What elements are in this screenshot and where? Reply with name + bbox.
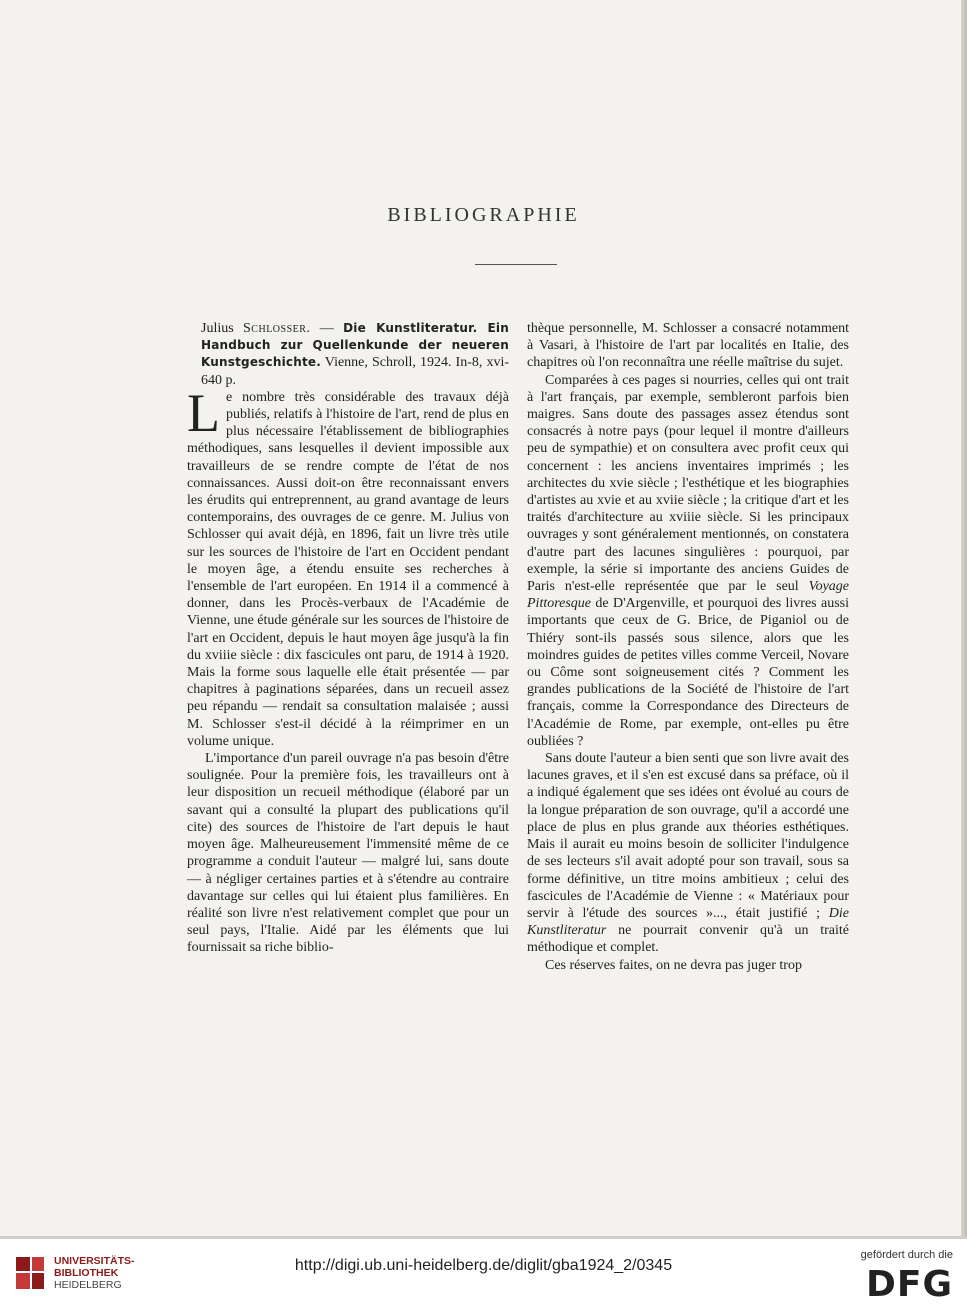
author-prefix: Julius [201, 321, 244, 336]
paragraph-text: ne pourrait convenir qu'à un traité méthodique et complet. [527, 923, 849, 956]
paragraph: thèque personnelle, M. Schlosser a consacré notamment à Vasari, à l'histoire de l'art par localités en Italie, des chapitres où l'on reconnaîtra une réelle maîtrise du sujet. [527, 321, 849, 371]
italic-title: Die Kunstliteratur [527, 905, 849, 939]
italic-title: Voyage Pittoresque [527, 579, 849, 612]
entry-dash: — [310, 321, 344, 336]
page-title: BIBLIOGRAPHIE [387, 204, 580, 226]
footer-bar [0, 1239, 967, 1309]
book-imprint: Vienne, Schroll, 1924. In-8, xvi-640 p. [201, 355, 509, 388]
paragraph-text: e nombre très considérable des travaux déjà publiés, relatifs à l'histoire de l'art, rend de plus en plus nécessaire l'établissement de bibliographies méthodiques, sans lesquelles il devient impossible aux travailleurs de se rendre compte de l'état de nos connaissances. Aussi doit-on être reconnaissant envers les érudits qui entreprennent, au grand avantage de leurs contemporains, des ouvrages de ce genre. M. Julius von Schlosser qui avait déjà, en 1896, fait un livre très utile sur les sources de l'histoire de l'art en Occident pendant le moyen âge, a étendu ensuite ses recherches à l'ensemble de l'art européen. En 1914 il a commencé à donner, dans les Procès-verbaux de l'Académie de Vienne, une étude générale sur les sources de l'histoire de l'art en Occident, depuis le haut moyen âge jusqu'à la fin du xviiie siècle : dix fascicules ont paru, de 1914 à 1920. Mais la forme sous laquelle elle était présentée — par chapitres à paginations séparées, dans un recueil assez peu répandu — rendait sa consultation malaisée ; aussi M. Schlosser s'est-il décidé à la réimprimer en un volume unique. [187, 389, 510, 749]
funding-caption: gefördert durch die [860, 1249, 953, 1261]
paragraph [187, 382, 510, 750]
dfg-logo: DFG [865, 1264, 953, 1305]
author-name: Schlosser. [243, 321, 311, 336]
book-title: Die Kunstliteratur. Ein Handbuch zur Quellenkunde der neueren Kunstgeschichte. [201, 321, 509, 370]
right-column [527, 320, 849, 974]
source-url-link[interactable]: http://digi.ub.uni-heidelberg.de/diglit/gba1924_2/0345 [294, 1257, 673, 1274]
bibliographic-entry [187, 320, 509, 389]
drop-cap: L [187, 382, 220, 443]
paragraph-text: de D'Argenville, et pourquoi des livres aussi importants que ceux de G. Brice, de Piganiol ou de Thiéry sont-ils passés sous silence, alors que les moindres guides de petites villes comme Verceil, Novare ou Côme sont soigneusement cités ? Comment les grandes publications de la Société de l'histoire de l'art français, comme la Correspondance des Directeurs de l'Académie de Rome, par exemple, ont-elles pu être oubliées ? [527, 596, 849, 749]
left-column [187, 320, 509, 957]
paragraph-text: Comparées à ces pages si nourries, celles qui ont trait à l'art français, par exemple, sembleront parfois bien maigres. Sans doute des passages assez étendus sont consacrés à notre pays (pour lequel il montre d'ailleurs peu de sympathie) et on consultera avec profit ceux qui concernent : les anciens inventaires imprimés ; les architectes du xvie siècle ; l'esthétique et les biographies d'artistes au xvie et au xviie siècle ; la critique d'art et les traités d'architecture au xviiie siècle. Si les principaux ouvrages y sont généralement mentionnés, on constatera d'autre part des lacunes singulières : pourquoi, par exemple, la série si importante des anciens Guides de Paris n'est-elle représentée que par le seul [527, 372, 849, 595]
page-edge [961, 0, 967, 1236]
title-rule [475, 264, 557, 265]
paragraph [527, 372, 849, 750]
library-line: BIBLIOTHEK [54, 1267, 119, 1279]
paragraph: Ces réserves faites, on ne devra pas juger trop [545, 957, 802, 973]
paragraph-text: Sans doute l'auteur a bien senti que son livre avait des lacunes graves, et il s'en est excusé dans sa préface, où il a indiqué également que ses idées ont évolué au cours de la longue préparation de son ouvrage, qu'il a accordé une place de plus en plus grande aux théories esthétiques. Mais il aurait eu moins besoin de solliciter l'indulgence de ses lecteurs s'il avait adopté pour son travail, sous sa forme définitive, un titre moins ambitieux ; celui des fascicules de l'Académie de Vienne : « Matériaux pour servir à l'étude des sources »..., était justifié ; [527, 751, 849, 921]
library-line: UNIVERSITÄTS- [54, 1255, 135, 1267]
paragraph: L'importance d'un pareil ouvrage n'a pas besoin d'être soulignée. Pour la première fois, les travailleurs ont à leur disposition un recueil méthodique (élaboré par un savant qui a consulté la plupart des publications qu'il cite) des sources de l'histoire de l'art depuis le haut moyen âge. Malheureusement l'immensité même de ce programme a conduit l'auteur — malgré lui, sans doute — à négliger certaines parties et à s'étendre au contraire davantage sur celles qui lui étaient plus familières. En réalité son livre n'est relativement complet que pour un seul pays, l'Italie. Aidé par les éléments que lui fournissait sa riche biblio- [187, 751, 509, 956]
library-line: HEIDELBERG [54, 1279, 122, 1291]
paragraph [527, 750, 849, 956]
